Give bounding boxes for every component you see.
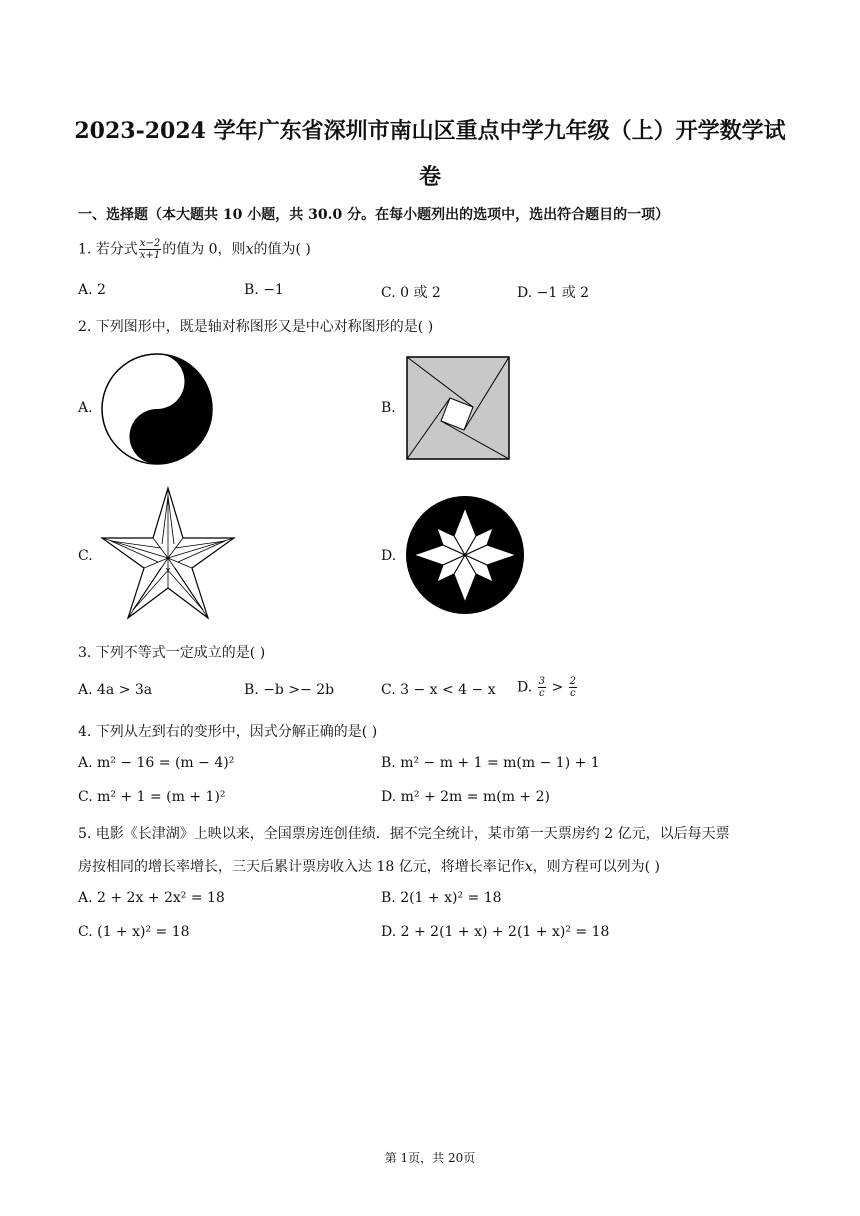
page-title-line2: 卷 [418, 164, 441, 190]
q2-label-a: A. [78, 400, 93, 416]
q4-option-a: A. m² − 16 = (m − 4)² [78, 755, 235, 771]
q3-frac-1 [538, 676, 546, 699]
q3-frac-2-num: 2 [569, 676, 577, 687]
question-4: 4. 下列从左到右的变形中，因式分解正确的是( ) [78, 724, 378, 740]
q3-option-c: C. 3 − x < 4 − x [381, 682, 496, 698]
q2-label-d: D. [381, 548, 397, 564]
q4-option-c: C. m² + 1 = (m + 1)² [78, 789, 226, 805]
q4-option-d: D. m² + 2m = m(m + 2) [381, 789, 550, 805]
page-title-line1: 2023-2024 学年广东省深圳市南山区重点中学九年级（上）开学数学试 [74, 118, 786, 144]
q1-suffix-b: 的值为( ) [253, 241, 311, 258]
q2-label-c: C. [78, 548, 93, 564]
question-2: 2. 下列图形中，既是轴对称图形又是中心对称图形的是( ) [78, 319, 434, 335]
q1-suffix-a: 的值为 0，则 [162, 241, 246, 258]
q5-option-b: B. 2(1 + x)² = 18 [381, 890, 502, 906]
q3-frac-2 [569, 676, 577, 699]
q3-frac-2-den: c [570, 688, 576, 699]
q5-option-a: A. 2 + 2x + 2x² = 18 [78, 890, 225, 906]
q5-option-d: D. 2 + 2(1 + x) + 2(1 + x)² = 18 [381, 924, 610, 940]
q3-frac-1-den: c [539, 688, 545, 699]
q1-prefix: 1. 若分式 [78, 241, 138, 258]
q4-option-b: B. m² − m + 1 = m(m − 1) + 1 [381, 755, 600, 771]
question-3: 3. 下列不等式一定成立的是( ) [78, 645, 266, 661]
q1-fraction [139, 238, 161, 261]
page-footer: 第 1页，共 20页 [384, 1151, 476, 1165]
section-heading: 一、选择题（本大题共 10 小题，共 30.0 分。在每小题列出的选项中，选出符合题目的一项） [78, 207, 670, 223]
q1-option-a: A. 2 [78, 282, 106, 298]
q5-var: x [524, 859, 533, 875]
square-pinwheel-figure [405, 355, 511, 461]
q1-frac-den: x+1 [139, 250, 161, 261]
q1-option-b: B. −1 [244, 282, 284, 298]
six-point-star-circle-figure [404, 494, 526, 616]
q5-line2-a: 房按相同的增长率增长，三天后累计票房收入达 18 亿元，将增长率记作 [78, 859, 525, 875]
q1-frac-num: x−2 [139, 238, 161, 249]
q1-var: x [245, 241, 254, 258]
q3-option-d-op: > [547, 679, 568, 696]
q3-option-d-prefix: D. [517, 679, 537, 696]
q3-option-a: A. 4a > 3a [78, 682, 153, 698]
q3-option-b: B. −b >− 2b [244, 682, 335, 698]
q5-option-c: C. (1 + x)² = 18 [78, 924, 190, 940]
q5-line2-b: ，则方程可以列为( ) [532, 859, 660, 875]
q2-label-b: B. [381, 400, 396, 416]
question-5-line2 [78, 856, 660, 876]
q1-option-c: C. 0 或 2 [381, 285, 441, 301]
q3-frac-1-num: 3 [538, 676, 546, 687]
yin-yang-figure [100, 352, 214, 466]
five-point-star-figure [100, 486, 236, 620]
question-5-line1: 5. 电影《长津湖》上映以来，全国票房连创佳绩．据不完全统计，某市第一天票房约 2 亿元，以后每天票 [78, 826, 730, 842]
q1-option-d: D. −1 或 2 [517, 285, 590, 301]
question-1 [78, 238, 311, 261]
q3-option-d [517, 676, 578, 699]
